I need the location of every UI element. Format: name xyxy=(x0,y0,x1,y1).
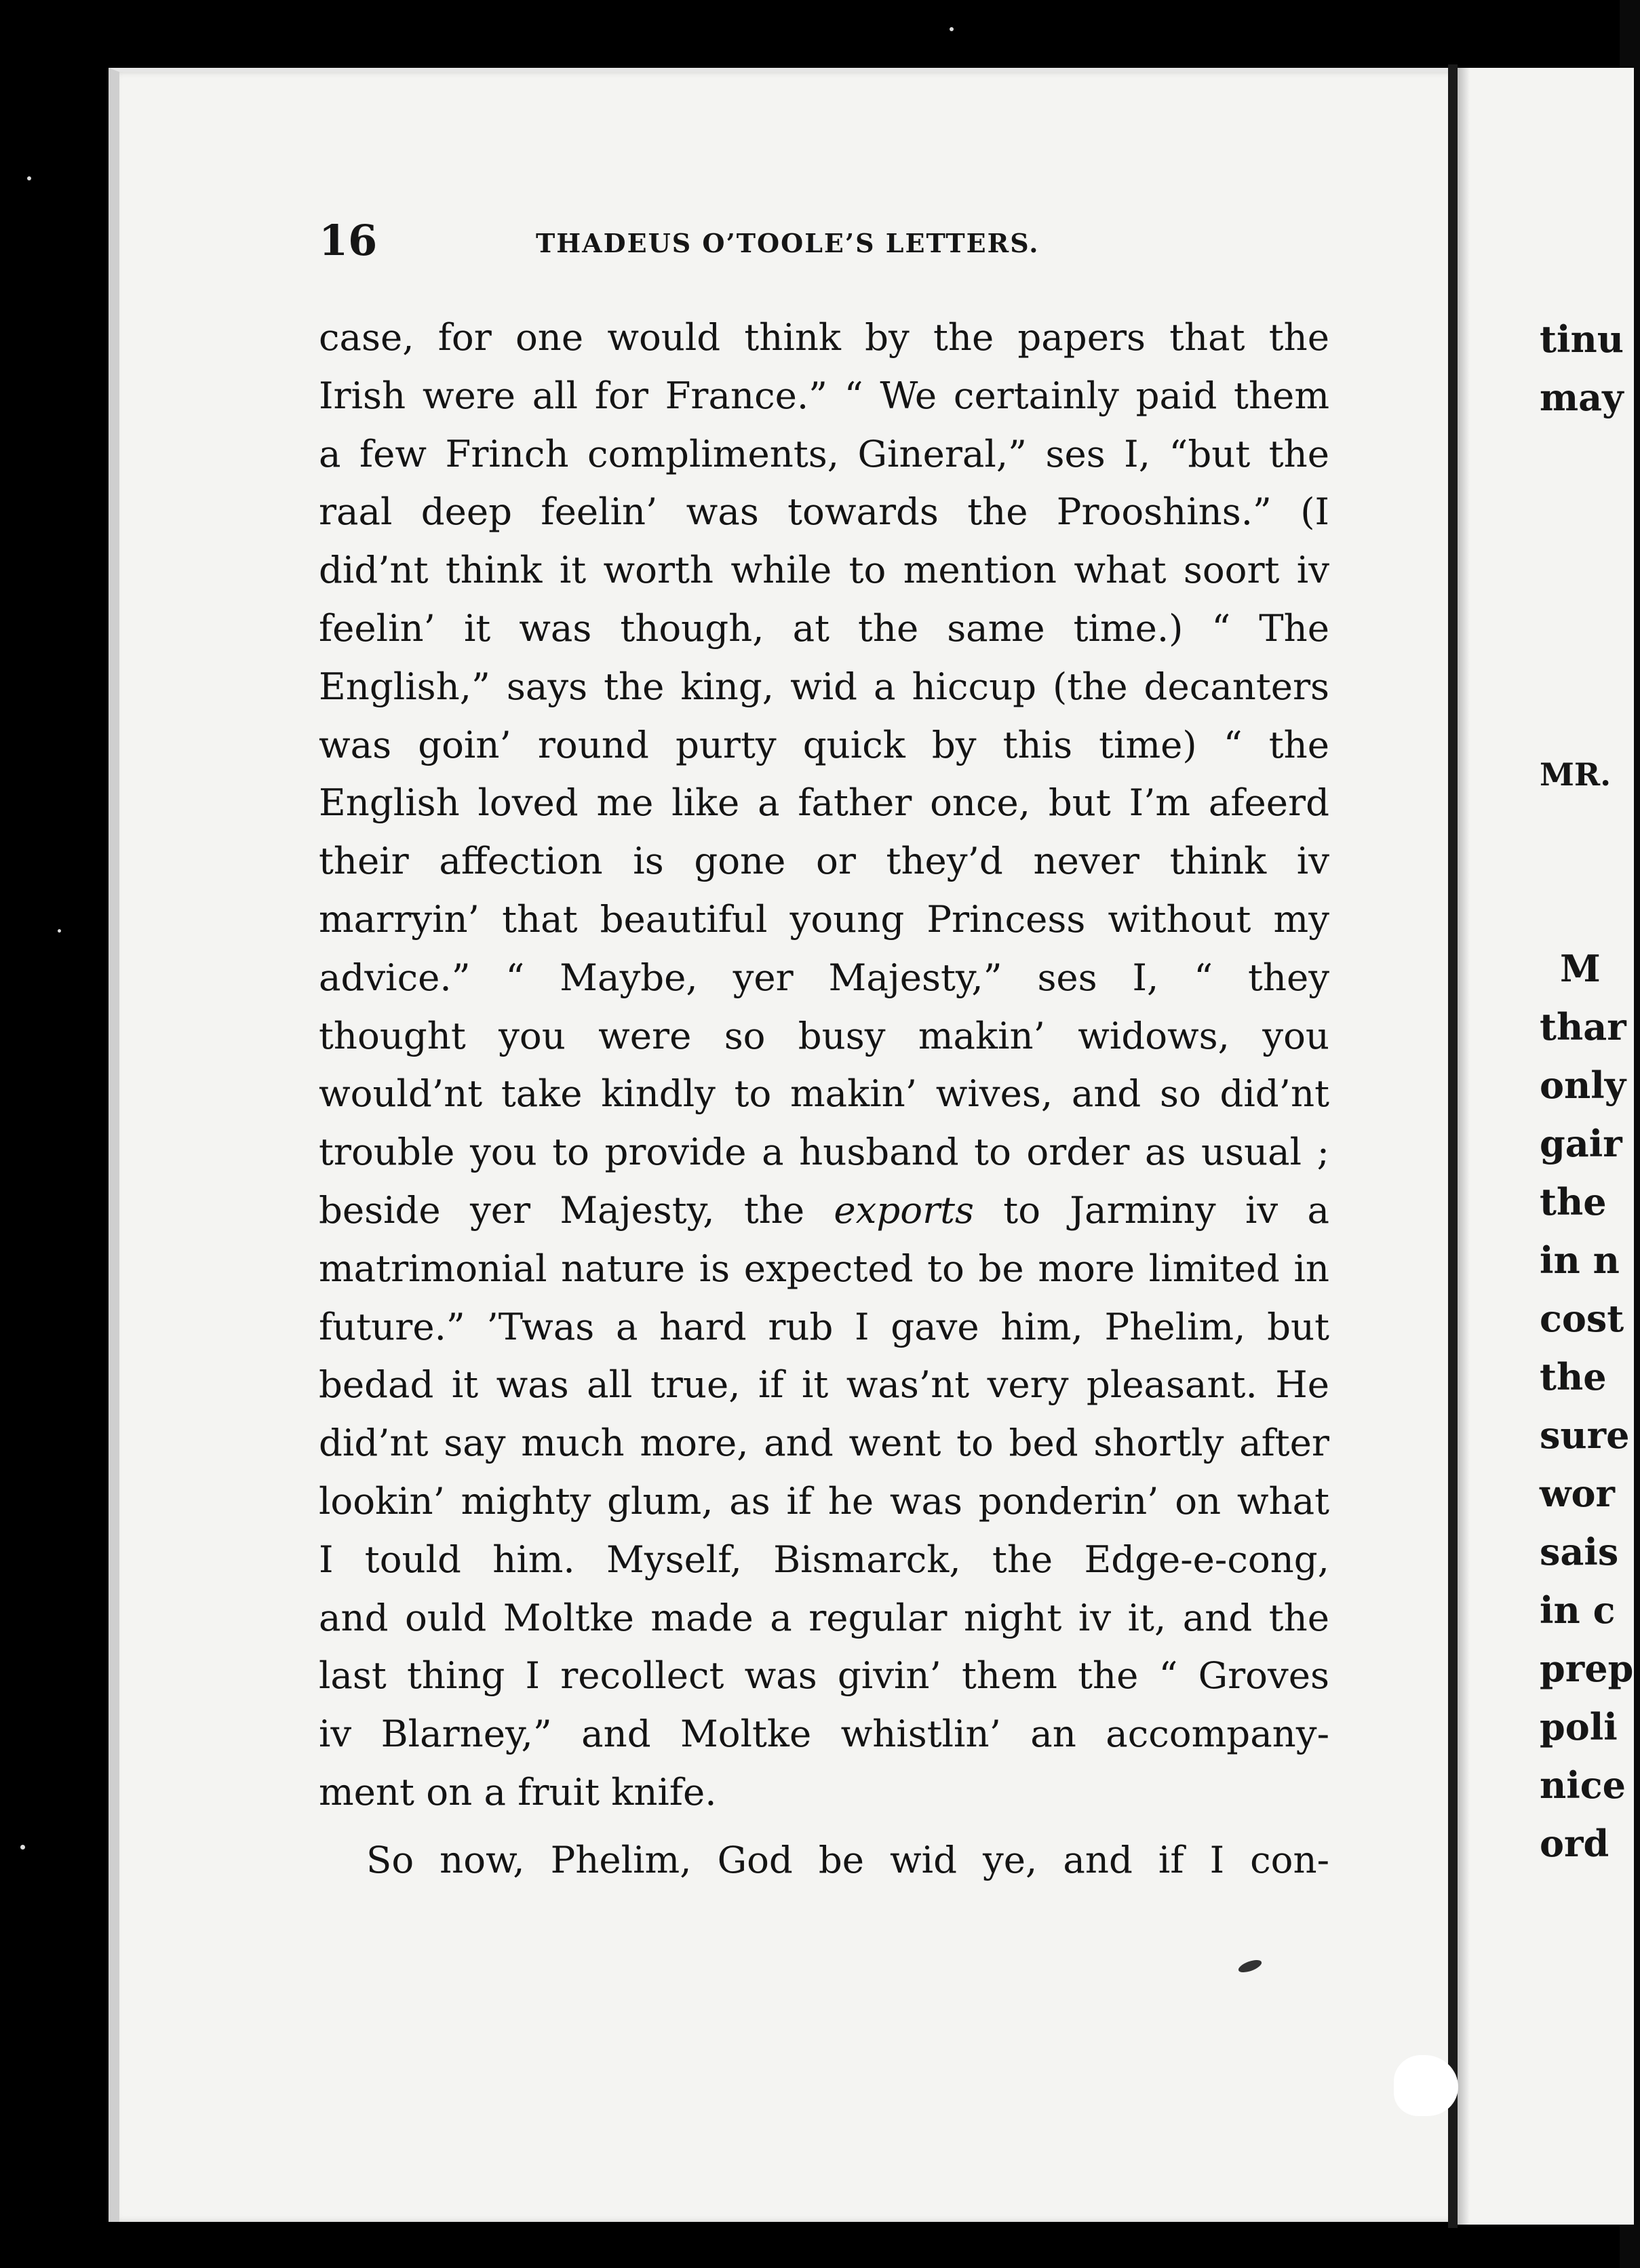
italic-word: exports xyxy=(834,1188,975,1232)
page-number: 16 xyxy=(319,216,378,265)
right-page-fragment: the xyxy=(1540,1355,1607,1399)
dust-speck xyxy=(27,176,31,180)
right-page-fragment: only xyxy=(1540,1063,1626,1107)
right-page-fragment: the xyxy=(1540,1180,1607,1224)
text-line: their affection is gone or they’d never think iv xyxy=(319,839,1329,883)
text-line-with-italic xyxy=(319,1181,1329,1240)
text-line: raal deep feelin’ was towards the Prooshins.” (I xyxy=(319,490,1329,534)
right-page-fragment: may xyxy=(1540,376,1624,419)
right-page-fragment: thar xyxy=(1540,1005,1626,1049)
right-page-fragment: sais xyxy=(1540,1530,1619,1573)
text-line: advice.” “ Maybe, yer Majesty,” ses I, “ they xyxy=(319,955,1329,999)
text-line: did’nt say much more, and went to bed shortly after xyxy=(319,1421,1329,1465)
text-line: iv Blarney,” and Moltke whistlin’ an accompany- xyxy=(319,1712,1329,1756)
right-page-edge xyxy=(1458,68,1470,2225)
text-line: matrimonial nature is expected to be more limited in xyxy=(319,1246,1329,1290)
paper-blot xyxy=(1394,2055,1458,2116)
text-line: case, for one would think by the papers that the xyxy=(319,315,1329,359)
text-line: ment on a fruit knife. xyxy=(319,1770,717,1814)
text-line: bedad it was all true, if it was’nt very pleasant. He xyxy=(319,1363,1329,1407)
right-page-fragment: wor xyxy=(1540,1472,1615,1515)
right-page-fragment: MR. xyxy=(1540,756,1612,793)
text-line: was goin’ round purty quick by this time) “ the xyxy=(319,722,1329,766)
text-line: and ould Moltke made a regular night iv it, and the xyxy=(319,1595,1329,1639)
book-gutter xyxy=(1448,64,1458,2228)
right-page-fragment: in c xyxy=(1540,1588,1616,1632)
right-page-fragment: M xyxy=(1560,947,1601,990)
dust-speck xyxy=(20,1845,25,1850)
text-line: last thing I recollect was givin’ them the “ Groves xyxy=(319,1654,1329,1698)
running-head: THADEUS O’TOOLE’S LETTERS. xyxy=(536,228,1040,258)
dust-speck xyxy=(58,929,61,933)
text-line: a few Frinch compliments, Gineral,” ses I, “but the xyxy=(319,431,1329,475)
right-page-fragment: sure xyxy=(1540,1413,1630,1457)
right-page-fragment: prep xyxy=(1540,1647,1634,1690)
text-line: trouble you to provide a husband to order as usual ; xyxy=(319,1130,1329,1174)
text-line: would’nt take kindly to makin’ wives, and so did’nt xyxy=(319,1072,1329,1116)
right-page-fragment: in n xyxy=(1540,1238,1620,1282)
text-line: did’nt think it worth while to mention what soort iv xyxy=(319,548,1329,592)
right-page-fragment: nice xyxy=(1540,1763,1626,1807)
text-segment: beside yer Majesty, the xyxy=(319,1188,834,1232)
body-text xyxy=(319,309,1329,1890)
right-page-fragment: cost xyxy=(1540,1297,1624,1340)
text-line: lookin’ mighty glum, as if he was ponderin’ on what xyxy=(319,1479,1329,1523)
text-line: future.” ’Twas a hard rub I gave him, Phelim, but xyxy=(319,1304,1329,1348)
dust-speck xyxy=(950,27,954,31)
right-page-fragment: gair xyxy=(1540,1122,1622,1165)
text-line: English,” says the king, wid a hiccup (the decanters xyxy=(319,664,1329,708)
text-line: Irish were all for France.” “ We certainly paid them xyxy=(319,373,1329,417)
text-line: I tould him. Myself, Bismarck, the Edge-e-cong, xyxy=(319,1537,1329,1581)
text-segment: to Jarminy iv a xyxy=(974,1188,1329,1232)
text-line: marryin’ that beautiful young Princess without my xyxy=(319,897,1329,941)
page-header xyxy=(319,216,1336,270)
text-line: thought you were so busy makin’ widows, you xyxy=(319,1013,1329,1057)
text-line: English loved me like a father once, but I’m afeerd xyxy=(319,781,1329,825)
right-page-fragment: poli xyxy=(1540,1705,1618,1748)
text-line: feelin’ it was though, at the same time.) “ The xyxy=(319,606,1329,650)
right-page-fragment: ord xyxy=(1540,1822,1609,1865)
right-page-fragment: tinu xyxy=(1540,317,1624,361)
paragraph-start-line: So now, Phelim, God be wid ye, and if I con- xyxy=(366,1837,1329,1881)
